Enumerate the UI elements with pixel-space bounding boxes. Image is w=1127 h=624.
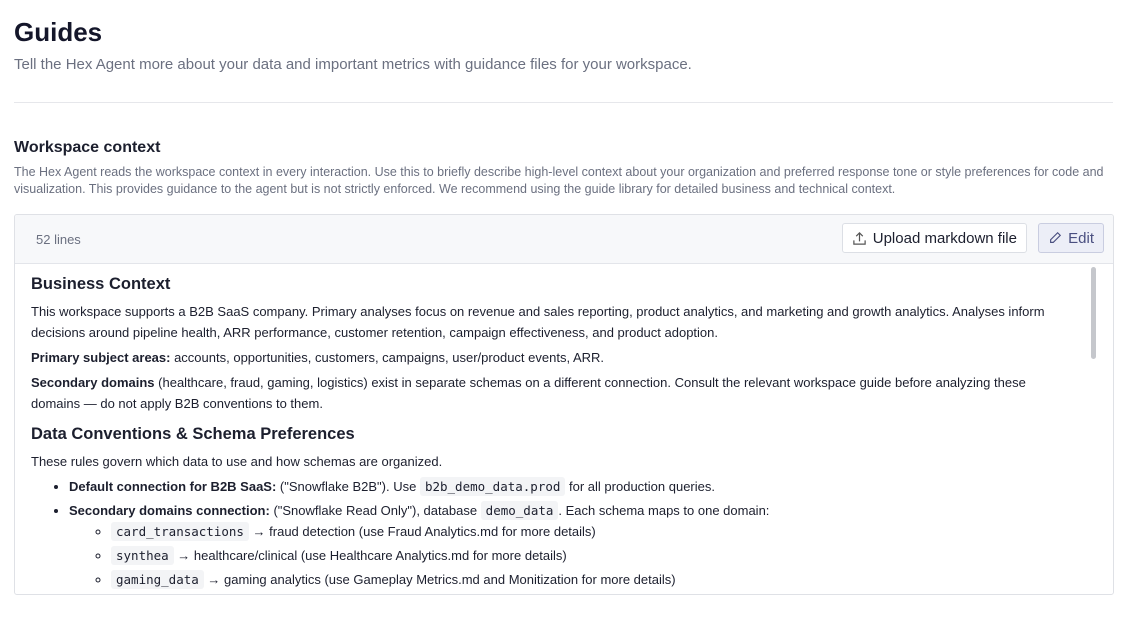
card-header <box>15 215 1113 264</box>
list-item: ◦ synthea → healthcare/clinical (use Healthcare Analytics.md for more details) <box>111 545 1073 566</box>
divider <box>14 102 1113 103</box>
scrollbar[interactable] <box>1091 267 1096 359</box>
upload-icon <box>852 231 867 246</box>
section-title: Workspace context <box>14 139 161 156</box>
list-item: • Secondary domains connection: ("Snowflake Read Only"), database demo_data . Each schema maps to one domain: ◦ card_transactions → fraud detection (use Fraud Analytics.md for more details) ◦ synthea → healthcare/clinical (use Healthcare Analytics.md for more details) ◦ gaming_data → gaming analytics (use Gameplay Metrics.md and Monitization for more details) <box>69 500 1073 590</box>
page-title: Guides <box>14 17 103 47</box>
list-item: ◦ gaming_data → gaming analytics (use Gameplay Metrics.md and Monitization for more details) <box>111 569 1073 590</box>
markdown-content <box>15 264 1113 594</box>
sub-list <box>69 521 1073 590</box>
paragraph: Secondary domains (healthcare, fraud, gaming, logistics) exist in separate schemas on a different connection. Consult the relevant workspace guide before analyzing these domains — do not apply B2B conventions to them. <box>31 375 1026 411</box>
edit-label: Edit <box>1068 229 1094 247</box>
paragraph: These rules govern which data to use and how schemas are organized. <box>31 454 443 469</box>
paragraph: This workspace supports a B2B SaaS company. Primary analyses focus on revenue and sales reporting, product analytics, and marketing and growth analytics. Analyses inform decisions around pipeline health, ARR performance, customer retention, campaign effectiveness, and product adoption. <box>31 304 1045 340</box>
upload-label: Upload markdown file <box>872 229 1017 247</box>
paragraph: Primary subject areas: accounts, opportunities, customers, campaigns, user/product events, ARR. <box>31 350 605 365</box>
list-item: ◦ card_transactions → fraud detection (use Fraud Analytics.md for more details) <box>111 521 1073 542</box>
line-count: 52 lines <box>36 232 81 247</box>
section-description: The Hex Agent reads the workspace context in every interaction. Use this to briefly describe high-level context about your organization and preferred response tone or style preferences for code and visualization. This provides guidance to the agent but is not strictly enforced. We recommend using the guide library for detailed business and technical context. <box>14 165 1104 196</box>
bullet-list <box>31 476 1073 590</box>
page-subtitle: Tell the Hex Agent more about your data and important metrics with guidance files for your workspace. <box>14 56 692 73</box>
list-item: • Default connection for B2B SaaS: ("Snowflake B2B"). Use b2b_demo_data.prod for all production queries. <box>69 476 1073 497</box>
upload-markdown-button[interactable] <box>842 223 1027 253</box>
edit-button[interactable] <box>1038 223 1104 253</box>
heading-business-context: Business Context <box>31 275 171 293</box>
pencil-icon <box>1048 231 1062 245</box>
heading-data-conventions: Data Conventions & Schema Preferences <box>31 425 355 443</box>
workspace-context-card <box>14 214 1114 595</box>
